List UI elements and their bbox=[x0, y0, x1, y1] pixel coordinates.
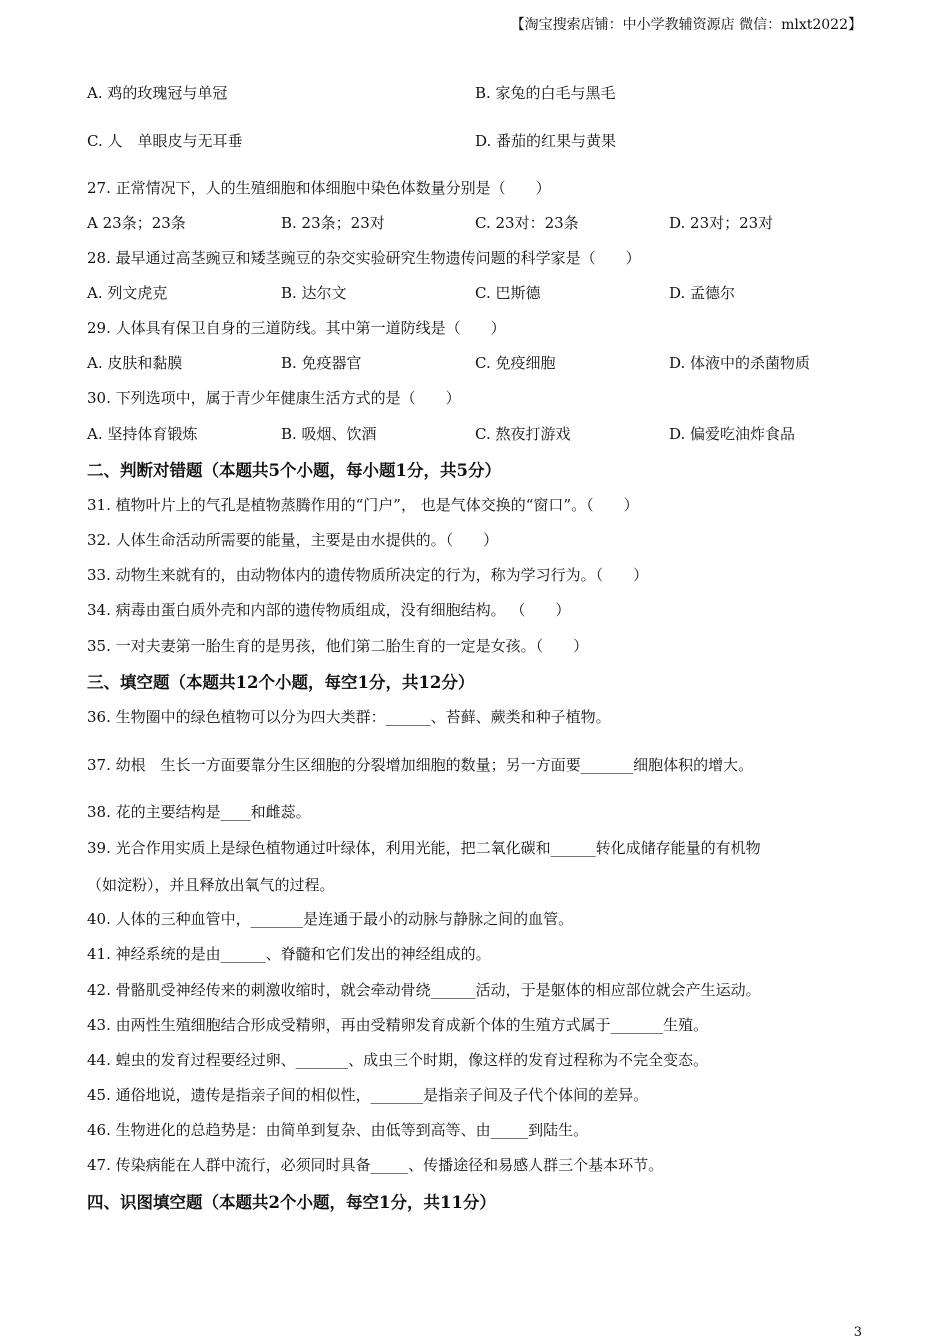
page-number: 3 bbox=[853, 1325, 862, 1340]
q30-stem: 30. 下列选项中，属于青少年健康生活方式的是（ ） bbox=[87, 389, 461, 407]
fill-question: 42. 骨骼肌受神经传来的刺激收缩时，就会牵动骨绕______活动，于是躯体的相应部位就会产生运动。 bbox=[87, 981, 761, 999]
section-heading-fill: 三、填空题（本题共12个小题，每空1分，共12分） bbox=[87, 673, 475, 692]
q28-option-b: B. 达尔文 bbox=[281, 284, 347, 302]
q26-option-c: C. 人 单眼皮与无耳垂 bbox=[87, 132, 243, 150]
judge-question: 33. 动物生来就有的，由动物体内的遗传物质所决定的行为，称为学习行为。（ ） bbox=[87, 566, 649, 584]
judge-question: 34. 病毒由蛋白质外壳和内部的遗传物质组成，没有细胞结构。 （ ） bbox=[87, 601, 571, 619]
q26-option-a: A. 鸡的玫瑰冠与单冠 bbox=[87, 84, 228, 102]
q30-option-a: A. 坚持体育锻炼 bbox=[87, 425, 198, 443]
fill-question: 45. 通俗地说，遗传是指亲子间的相似性，_______是指亲子间及子代个体间的差异。 bbox=[87, 1086, 649, 1104]
q29-option-d: D. 体液中的杀菌物质 bbox=[669, 354, 811, 372]
fill-question: 37. 幼根 生长一方面要靠分生区细胞的分裂增加细胞的数量；另一方面要_______细胞体积的增大。 bbox=[87, 756, 754, 774]
fill-question-continuation: （如淀粉），并且释放出氧气的过程。 bbox=[87, 876, 335, 894]
judge-question: 31. 植物叶片上的气孔是植物蒸腾作用的“门户”， 也是气体交换的“窗口”。（ ） bbox=[87, 496, 639, 514]
q26-option-b: B. 家兔的白毛与黑毛 bbox=[475, 84, 616, 102]
q29-stem: 29. 人体具有保卫自身的三道防线。其中第一道防线是（ ） bbox=[87, 319, 506, 337]
q29-option-a: A. 皮肤和黏膜 bbox=[87, 354, 183, 372]
q27-option-d: D. 23对；23对 bbox=[669, 214, 774, 232]
fill-question: 44. 蝗虫的发育过程要经过卵、_______、成虫三个时期，像这样的发育过程称为不完全变态。 bbox=[87, 1051, 709, 1069]
q30-option-b: B. 吸烟、饮酒 bbox=[281, 425, 377, 443]
judge-question: 32. 人体生命活动所需要的能量，主要是由水提供的。（ ） bbox=[87, 531, 499, 549]
q29-option-b: B. 免疫器官 bbox=[281, 354, 362, 372]
section-heading-judge: 二、判断对错题（本题共5个小题，每小题1分，共5分） bbox=[87, 461, 501, 480]
q28-stem: 28. 最早通过高茎豌豆和矮茎豌豆的杂交实验研究生物遗传问题的科学家是（ ） bbox=[87, 249, 641, 267]
fill-question: 40. 人体的三种血管中，_______是连通于最小的动脉与静脉之间的血管。 bbox=[87, 910, 574, 928]
fill-question: 36. 生物圈中的绿色植物可以分为四大类群：______、苔藓、蕨类和种子植物。 bbox=[87, 708, 611, 726]
fill-question: 38. 花的主要结构是____和雌蕊。 bbox=[87, 803, 311, 821]
judge-question: 35. 一对夫妻第一胎生育的是男孩，他们第二胎生育的一定是女孩。（ ） bbox=[87, 637, 589, 655]
q28-option-a: A. 列文虎克 bbox=[87, 284, 168, 302]
fill-question: 47. 传染病能在人群中流行，必须同时具备_____、传播途径和易感人群三个基本环节。 bbox=[87, 1156, 664, 1174]
q27-stem: 27. 正常情况下，人的生殖细胞和体细胞中染色体数量分别是（ ） bbox=[87, 179, 551, 197]
fill-question: 39. 光合作用实质上是绿色植物通过叶绿体，利用光能，把二氧化碳和______转化成储存能量的有机物 bbox=[87, 839, 761, 857]
q27-option-b: B. 23条；23对 bbox=[281, 214, 385, 232]
page-header: 【淘宝搜索店铺：中小学教辅资源店 微信：mlxt2022】 bbox=[510, 17, 862, 33]
fill-question: 43. 由两性生殖细胞结合形成受精卵，再由受精卵发育成新个体的生殖方式属于_______生殖。 bbox=[87, 1016, 709, 1034]
fill-question: 41. 神经系统的是由______、脊髓和它们发出的神经组成的。 bbox=[87, 945, 491, 963]
q30-option-d: D. 偏爱吃油炸食品 bbox=[669, 425, 796, 443]
q27-option-c: C. 23对：23条 bbox=[475, 214, 579, 232]
q29-option-c: C. 免疫细胞 bbox=[475, 354, 556, 372]
fill-question: 46. 生物进化的总趋势是：由简单到复杂、由低等到高等、由_____到陆生。 bbox=[87, 1121, 589, 1139]
q26-option-d: D. 番茄的红果与黄果 bbox=[475, 132, 617, 150]
q30-option-c: C. 熬夜打游戏 bbox=[475, 425, 571, 443]
section-heading-diagram: 四、识图填空题（本题共2个小题，每空1分，共11分） bbox=[87, 1193, 496, 1212]
q28-option-c: C. 巴斯德 bbox=[475, 284, 541, 302]
q27-option-a: A 23条；23条 bbox=[87, 214, 186, 232]
q28-option-d: D. 孟德尔 bbox=[669, 284, 736, 302]
